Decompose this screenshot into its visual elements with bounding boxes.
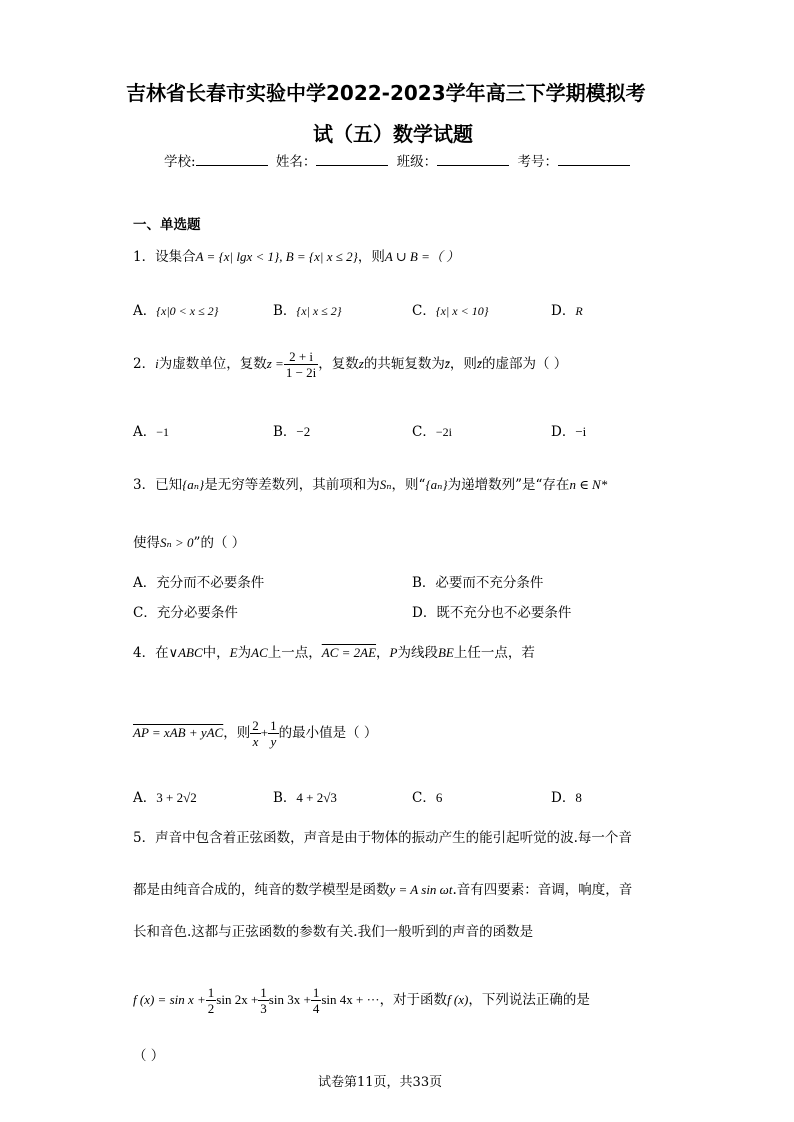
q3-option-d: D．既不充分也不必要条件 bbox=[412, 605, 572, 621]
exam-no-label: 考号： bbox=[517, 154, 558, 170]
q1-option-c: C．{x| x < 10} bbox=[412, 303, 489, 319]
title-line-2: 试（五）数学试题 bbox=[313, 122, 473, 146]
q4-option-c: C．6 bbox=[412, 790, 443, 806]
question-5-line-1: 5．声音中包含着正弦函数，声音是由于物体的振动产生的能引起听觉的波.每一个音 bbox=[133, 830, 632, 846]
q1-tail: ，则 bbox=[357, 249, 385, 265]
school-blank bbox=[196, 151, 268, 166]
q4-option-d: D．8 bbox=[551, 790, 582, 806]
question-1-stem bbox=[133, 245, 459, 265]
student-info-row bbox=[164, 150, 634, 170]
title-line-1: 吉林省长春市实验中学2022-2023学年高三下学期模拟考 bbox=[126, 81, 646, 105]
class-blank bbox=[437, 151, 509, 166]
q3-option-c: C．充分必要条件 bbox=[133, 605, 238, 621]
q1-option-b: B．{x| x ≤ 2} bbox=[273, 303, 342, 319]
q1-ask: A ∪ B =（ ） bbox=[384, 249, 460, 264]
name-blank bbox=[316, 151, 388, 166]
q2-option-b: B．−2 bbox=[273, 424, 311, 440]
q1-sets: A = {x| lgx < 1}, B = {x| x ≤ 2} bbox=[195, 249, 358, 264]
question-5-paren: （ ） bbox=[133, 1048, 165, 1064]
class-label: 班级： bbox=[396, 154, 438, 170]
question-5-formula-line: f (x) = sin x + $\frac{1}{2}$ sin 2x + $\frac{1}{3}$ sin 3x + $\frac{1}{4}$ sin 4x + ···，对于函数f (x)，下列说法正确的是 bbox=[133, 985, 590, 1016]
q2-option-d: D．−i bbox=[551, 424, 587, 440]
question-2-stem: 2．i为虚数单位，复数z = $\frac{2 + i}{1 - 2i}$ ，复数z的共轭复数为z̄，则z̄的虚部为（ ） bbox=[133, 349, 568, 380]
section-title: 一、单选题 bbox=[133, 217, 201, 233]
q3-option-b: B．必要而不充分条件 bbox=[412, 575, 544, 591]
q2-option-c: C．−2i bbox=[412, 424, 452, 440]
school-label: 学校: bbox=[164, 154, 196, 170]
question-4-stem: 4．在∨ABC中，E为AC上一点，AC = 2AE，P为线段BE上任一点，若 bbox=[133, 645, 535, 661]
question-3-stem: 3．已知{aₙ}是无穷等差数列，其前项和为Sₙ，则“{aₙ}为递增数列”是“存在n ∈ N* bbox=[133, 477, 608, 493]
q4-option-b: B．4 + 2√3 bbox=[273, 790, 337, 806]
question-3-line-2: 使得Sₙ > 0”的（ ） bbox=[133, 535, 246, 551]
exam-no-blank bbox=[558, 151, 630, 166]
q3-option-a: A．充分而不必要条件 bbox=[133, 575, 265, 591]
q2-fraction: $\frac{2 + i}{1 - 2i}$ bbox=[285, 349, 317, 380]
name-label: 姓名： bbox=[275, 154, 317, 170]
page-footer: 试卷第11页，共33页 bbox=[318, 1075, 443, 1090]
question-5-line-3: 长和音色.这都与正弦函数的参数有关.我们一般听到的声音的函数是 bbox=[133, 924, 534, 940]
q1-option-a: A．{x|0 < x ≤ 2} bbox=[133, 303, 219, 319]
q4-option-a: A．3 + 2√2 bbox=[133, 790, 197, 806]
q1-option-d: D．R bbox=[551, 303, 583, 319]
q2-option-a: A．−1 bbox=[133, 424, 170, 440]
question-4-line-2: AP = xAB + yAC，则 $\frac{2}{x}$ + $\frac{1}{y}$ 的最小值是（ ） bbox=[133, 718, 378, 749]
question-5-line-2: 都是由纯音合成的，纯音的数学模型是函数y = A sin ωt.音有四要素：音调，响度，音 bbox=[133, 882, 633, 898]
q1-lead: 1．设集合 bbox=[133, 249, 196, 265]
